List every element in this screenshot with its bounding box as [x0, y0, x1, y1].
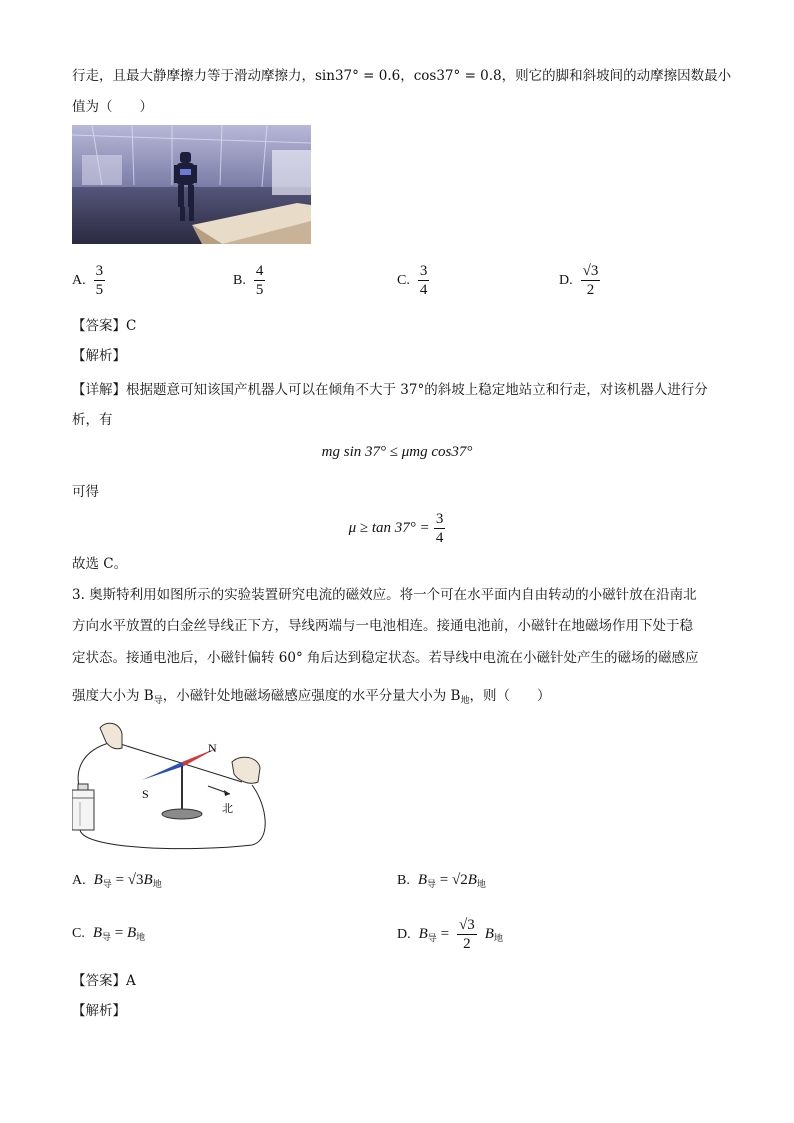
fraction: $\frac{3}{4}$ — [435, 511, 444, 546]
q3-line3: 定状态。接通电池后，小磁针偏转 60° 角后达到稳定状态。若导线中电流在小磁针处产生的磁场的磁感应 — [72, 650, 699, 666]
q2-analysis-title: 【解析】 — [72, 348, 126, 364]
q2-detail-line2: 析，有 — [72, 412, 113, 428]
q3-line2: 方向水平放置的白金丝导线正下方，导线两端与一电池相连。接通电池前，小磁针在地磁场作用下处于稳 — [72, 618, 693, 634]
svg-text:北: 北 — [222, 802, 233, 815]
q3-answer: 【答案】A — [72, 973, 136, 989]
q2-option-b[interactable]: B. $\frac{4}{5}$ — [233, 263, 264, 298]
q2-option-d[interactable]: D. $\frac{√3}{2}$ — [559, 263, 599, 298]
q3-analysis-title: 【解析】 — [72, 1003, 126, 1019]
q2-text-line1: 行走，且最大静摩擦力等于滑动摩擦力，sin37° = 0.6，cos37° = 0.8，则它的脚和斜坡间的动摩擦因数最小 — [72, 68, 732, 84]
q3-line4: 强度大小为 $B_导$，小磁针处地磁场磁感应强度的水平分量大小为 $B_地$，则（ ） — [72, 688, 551, 706]
fraction: $\frac{√3}{2}$ — [582, 263, 599, 298]
q2-derive-text: 可得 — [72, 484, 99, 500]
fraction: $\frac{4}{5}$ — [255, 263, 264, 298]
q2-equation1: mg sin 37° ≤ μmg cos37° — [321, 444, 473, 460]
q3-line1: 3. 奥斯特利用如图所示的实验装置研究电流的磁效应。将一个可在水平面内自由转动的小磁针放在沿南北 — [72, 587, 697, 603]
q2-option-c[interactable]: C. $\frac{3}{4}$ — [397, 263, 428, 298]
q2-answer: 【答案】C — [72, 318, 137, 334]
q2-detail-line1: 【详解】根据题意可知该国产机器人可以在倾角不大于 37°的斜坡上稳定地站立和行走，对该机器人进行分 — [72, 382, 708, 398]
fraction: $\frac{3}{5}$ — [95, 263, 104, 298]
oersted-figure — [72, 720, 272, 855]
svg-text:S: S — [142, 787, 149, 801]
q3-option-d[interactable]: D. $B_导$ = $\frac{√3}{2}$ $B_地$ — [397, 917, 503, 952]
battery-icon — [72, 784, 94, 830]
q3-option-a[interactable]: A. $B_导 = √3B_地$ — [72, 872, 162, 890]
q2-conclusion: 故选 C。 — [72, 556, 128, 572]
fraction: $\frac{3}{4}$ — [419, 263, 428, 298]
q2-equation2: μ ≥ tan 37° = $\frac{3}{4}$ — [348, 511, 444, 546]
svg-text:N: N — [208, 741, 217, 755]
q2-text-line2: 值为（ ） — [72, 99, 153, 115]
robot-photo — [72, 125, 311, 244]
q2-option-a[interactable]: A. $\frac{3}{5}$ — [72, 263, 104, 298]
fraction: $\frac{√3}{2}$ — [459, 917, 475, 952]
q3-option-c[interactable]: C. $B_导 = B_地$ — [72, 925, 146, 943]
q3-option-b[interactable]: B. $B_导 = √2B_地$ — [397, 872, 486, 890]
